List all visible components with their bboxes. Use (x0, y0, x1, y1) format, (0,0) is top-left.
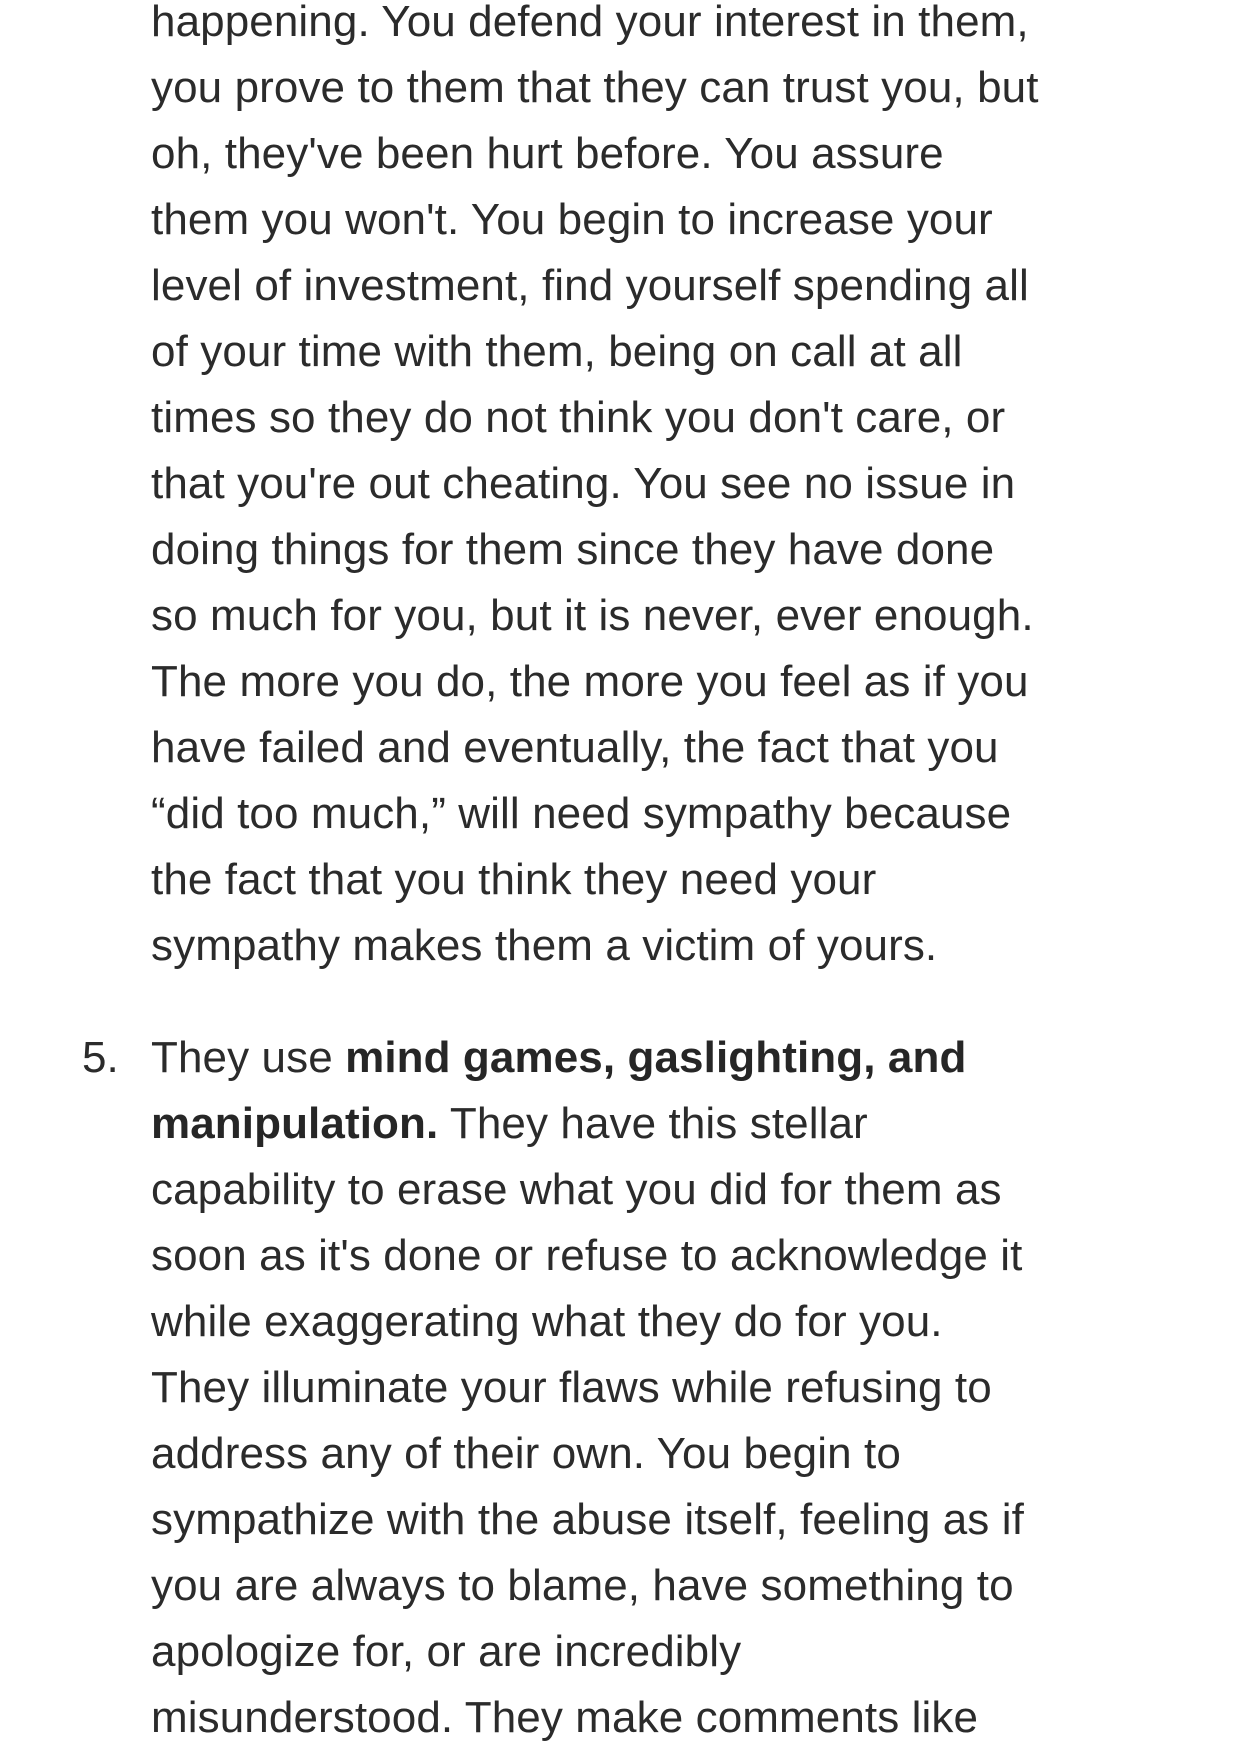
text-span: They use (151, 1033, 346, 1082)
text-line: “did too much,” will need sympathy because (151, 789, 1012, 838)
text-line: you are always to blame, have something to (151, 1561, 1014, 1610)
text-line: them you won't. You begin to increase your (151, 195, 993, 244)
text-line: The more you do, the more you feel as if you (151, 657, 1029, 706)
text-line: capability to erase what you did for them as (151, 1165, 1002, 1214)
text-line: address any of their own. You begin to (151, 1429, 901, 1478)
text-line: the fact that you think they need your (151, 855, 877, 904)
list-item-number: 5. (82, 1033, 119, 1082)
text-line: soon as it's done or refuse to acknowledge it (151, 1231, 1023, 1280)
text-line: have failed and eventually, the fact that you (151, 723, 999, 772)
text-line: misunderstood. They make comments like (151, 1693, 979, 1742)
text-line: level of investment, find yourself spending all (151, 261, 1029, 310)
text-line: times so they do not think you don't care, or (151, 393, 1006, 442)
text-line: you prove to them that they can trust you, but (151, 63, 1039, 112)
list-item-5-text (151, 1025, 1211, 1746)
text-line: doing things for them since they have done (151, 525, 995, 574)
bold-emphasis: manipulation. (151, 1099, 439, 1148)
text-line: apologize for, or are incredibly (151, 1627, 742, 1676)
text-line: happening. You defend your interest in them, (151, 0, 1029, 46)
text-line: while exaggerating what they do for you. (151, 1297, 943, 1346)
text-line: so much for you, but it is never, ever enough. (151, 591, 1034, 640)
text-line: of your time with them, being on call at all (151, 327, 963, 376)
text-line: They illuminate your flaws while refusing to (151, 1363, 992, 1412)
text-line: sympathize with the abuse itself, feeling as if (151, 1495, 1024, 1544)
text-line: sympathy makes them a victim of yours. (151, 921, 938, 970)
text-line (151, 1025, 1211, 1091)
text-span: They have this stellar (438, 1099, 868, 1148)
text-line (151, 1091, 1211, 1157)
previous-list-item-text (151, 0, 1211, 979)
text-line: oh, they've been hurt before. You assure (151, 129, 944, 178)
text-line: that you're out cheating. You see no issue in (151, 459, 1016, 508)
bold-emphasis: mind games, gaslighting, and (345, 1033, 967, 1082)
